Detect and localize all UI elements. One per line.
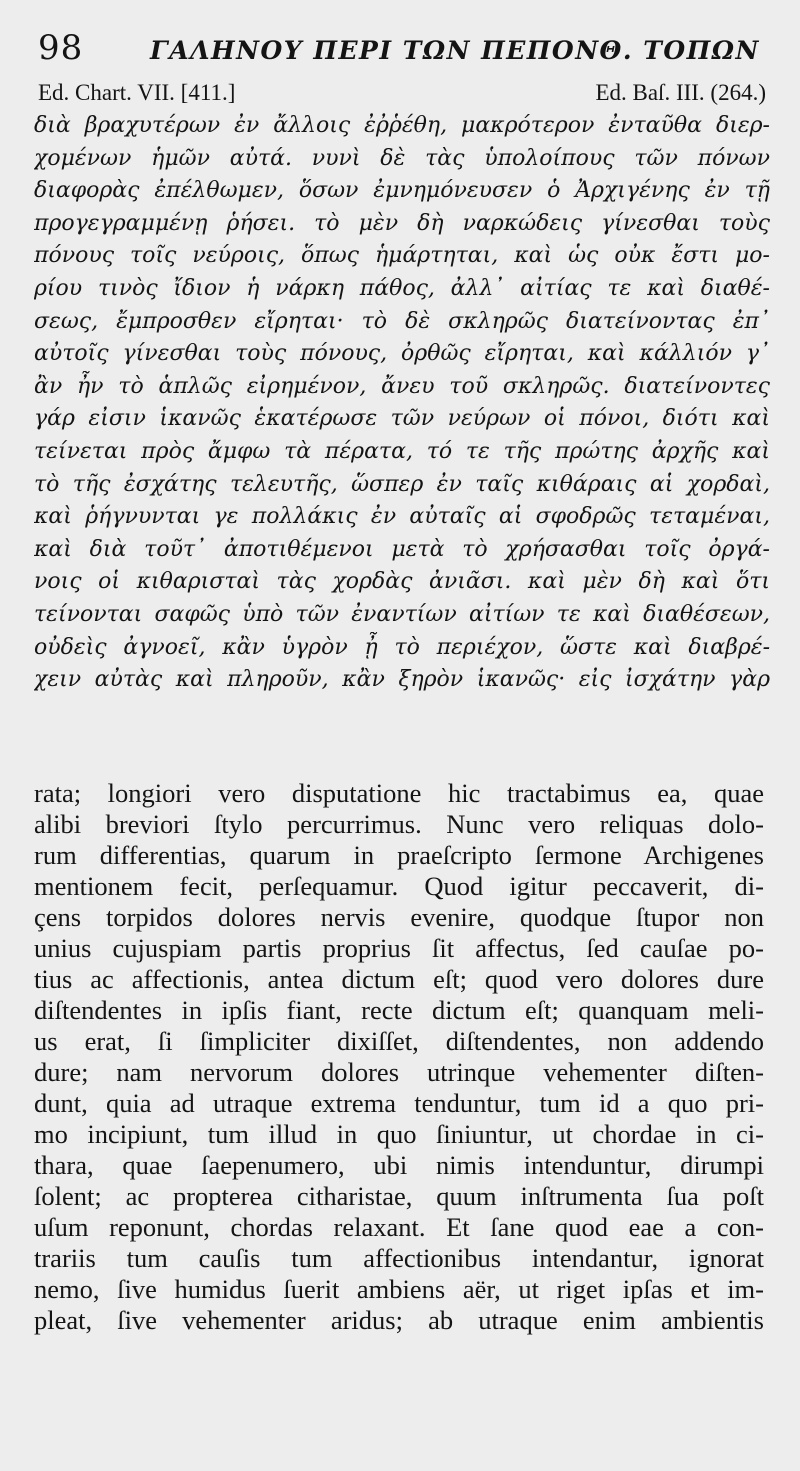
latin-text-line: trariis tum cauſis tum affectionibus intendantur, ignorat xyxy=(34,1243,764,1273)
latin-text-line: mentionem fecit, perſequamur. Quod igitur peccaverit, di- xyxy=(34,871,764,901)
greek-text-line: νοις οἱ κιθαρισταὶ τὰς χορδὰς ἀνιᾶσι. καὶ μὲν δὴ καὶ ὅτι xyxy=(34,569,770,595)
latin-text-line: ſolent; ac propterea citharistae, quum inſtrumenta ſua poſt xyxy=(34,1181,764,1211)
latin-text-block xyxy=(34,778,764,1336)
latin-text-line: nemo, ſive humidus ſuerit ambiens aër, ut riget ipſas et im- xyxy=(34,1274,764,1304)
greek-text-line: χειν αὐτὰς καὶ πληροῦν, κἂν ξηρὸν ἱκανῶς· εἰς ἰσχάτην γὰρ xyxy=(34,667,770,693)
latin-text-line: çens torpidos dolores nervis evenire, quodque ſtupor non xyxy=(34,902,764,932)
greek-text-line: προγεγραμμένῃ ῥήσει. τὸ μὲν δὴ ναρκώδεις γίνεσθαι τοὺς xyxy=(34,210,770,236)
latin-text-line: dure; nam nervorum dolores utrinque vehementer diſten- xyxy=(34,1057,764,1087)
latin-text-line: rum differentias, quarum in praeſcripto ſermone Archigenes xyxy=(34,840,764,870)
greek-text-line: γάρ εἰσιν ἱκανῶς ἑκατέρωσε τῶν νεύρων οἱ πόνοι, διότι καὶ xyxy=(34,406,770,432)
greek-text-line: τείνεται πρὸς ἄμφω τὰ πέρατα, τό τε τῆς πρώτης ἀρχῆς καὶ xyxy=(34,438,770,464)
edition-reference-right: Ed. Baſ. III. (264.) xyxy=(595,80,766,105)
page-number: 98 xyxy=(38,28,84,68)
greek-text-block xyxy=(34,110,770,697)
latin-text-line: rata; longiori vero disputatione hic tractabimus ea, quae xyxy=(34,778,764,808)
running-title: ΓΑΛΗΝΟΥ ΠΕΡΙ ΤΩΝ ΠΕΠΟΝΘ. ΤΟΠΩΝ xyxy=(150,36,760,65)
greek-text-line: σεως, ἔμπροσθεν εἴρηται· τὸ δὲ σκληρῶς διατείνοντας ἐπ᾽ xyxy=(34,308,770,334)
greek-text-line: τὸ τῆς ἐσχάτης τελευτῆς, ὥσπερ ἐν ταῖς κιθάραις αἱ χορδαὶ, xyxy=(34,471,770,497)
latin-text-line: tius ac affectionis, antea dictum eſt; quod vero dolores dure xyxy=(34,964,764,994)
greek-text-line: οὐδεὶς ἀγνοεῖ, κἂν ὑγρὸν ᾖ τὸ περιέχον, ὥστε καὶ διαβρέ- xyxy=(34,634,770,660)
greek-text-line: ἂν ἦν τὸ ἁπλῶς εἰρημένον, ἄνευ τοῦ σκληρῶς. διατείνοντες xyxy=(34,373,770,399)
greek-text-line: καὶ ῥήγνυνται γε πολλάκις ἐν αὐταῖς αἱ σφοδρῶς τεταμέναι, xyxy=(34,504,770,530)
latin-text-line: diſtendentes in ipſis fiant, recte dictum eſt; quanquam meli- xyxy=(34,995,764,1025)
greek-text-line: καὶ διὰ τοῦτ᾽ ἀποτιθέμενοι μετὰ τὸ χρήσασθαι τοῖς ὀργά- xyxy=(34,536,770,562)
latin-text-line: dunt, quia ad utraque extrema tenduntur, tum id a quo pri- xyxy=(34,1088,764,1118)
greek-text-line: διὰ βραχυτέρων ἐν ἄλλοις ἐῤῥέθη, μακρότερον ἐνταῦθα διερ- xyxy=(34,113,770,138)
latin-text-line: mo incipiunt, tum illud in quo ſiniuntur, ut chordae in ci- xyxy=(34,1119,764,1149)
greek-text-line: αὐτοῖς γίνεσθαι τοὺς πόνους, ὀρθῶς εἴρηται, καὶ κάλλιόν γ᾽ xyxy=(34,341,770,367)
greek-text-line: πόνους τοῖς νεύροις, ὅπως ἡμάρτηται, καὶ ὡς οὐκ ἔστι μο- xyxy=(34,243,770,269)
latin-text-line: us erat, ſi ſimpliciter dixiſſet, diſtendentes, non addendo xyxy=(34,1026,764,1056)
latin-text-line: pleat, ſive vehementer aridus; ab utraque enim ambientis xyxy=(34,1305,764,1335)
greek-text-line: τείνονται σαφῶς ὑπὸ τῶν ἐναντίων αἰτίων τε καὶ διαθέσεων, xyxy=(34,601,770,627)
latin-text-line: uſum reponunt, chordas relaxant. Et ſane quod eae a con- xyxy=(34,1212,764,1242)
greek-text-line: χομένων ἡμῶν αὐτά. νυνὶ δὲ τὰς ὑπολοίπους τῶν πόνων xyxy=(34,145,770,171)
latin-text-line: alibi breviori ſtylo percurrimus. Nunc vero reliquas dolo- xyxy=(34,809,764,839)
latin-text-line: thara, quae ſaepenumero, ubi nimis intenduntur, dirumpi xyxy=(34,1150,764,1180)
latin-text-line: unius cujuspiam partis proprius ſit affectus, ſed cauſae po- xyxy=(34,933,764,963)
greek-text-line: διαφορὰς ἐπέλθωμεν, ὅσων ἐμνημόνευσεν ὁ Ἀρχιγένης ἐν τῇ xyxy=(34,178,770,204)
edition-reference-left: Ed. Chart. VII. [411.] xyxy=(38,80,236,105)
greek-text-line: ρίου τινὸς ἴδιον ἡ νάρκη πάθος, ἀλλ᾽ αἰτίας τε καὶ διαθέ- xyxy=(34,275,770,301)
